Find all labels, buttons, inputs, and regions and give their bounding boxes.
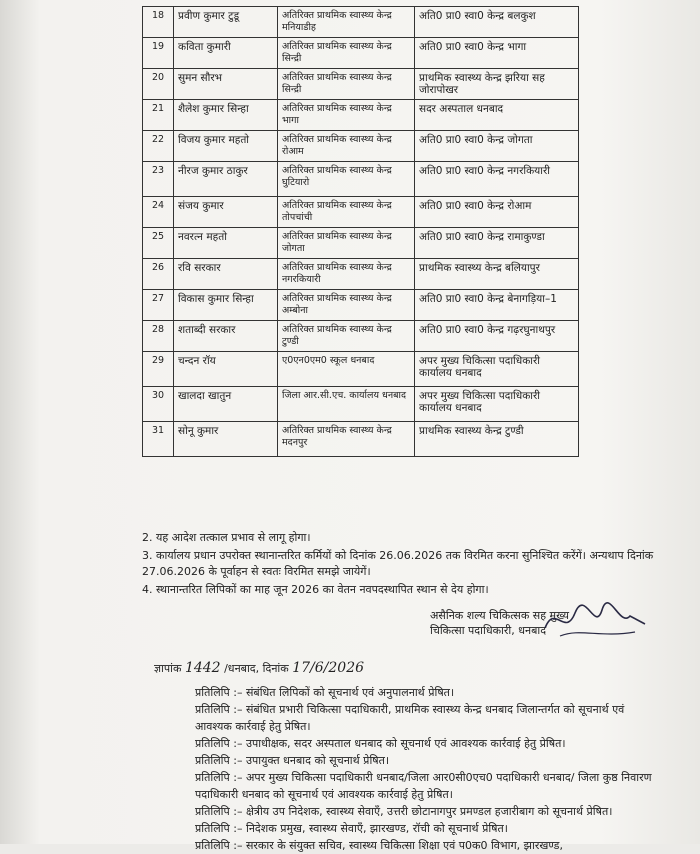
memo-date: 17/6/2026: [292, 660, 365, 676]
employee-name: कविता कुमारी: [174, 38, 278, 69]
from-posting: अतिरिक्त प्राथमिक स्वास्थ्य केन्द्र मनियाडीह: [278, 7, 415, 38]
to-posting: अति0 प्रा0 स्वा0 केन्द्र रामाकुण्डा: [415, 228, 579, 259]
table-row: [143, 321, 579, 352]
to-posting: प्राथमिक स्वास्थ्य केन्द्र झरिया सह जोरापोखर: [415, 69, 579, 100]
to-posting: अति0 प्रा0 स्वा0 केन्द्र बेनागड़िया–1: [415, 290, 579, 321]
table-row: [143, 290, 579, 321]
serial-number: 21: [143, 100, 174, 131]
table-row: [143, 162, 579, 197]
transfer-table: [142, 6, 579, 457]
table-row: [143, 228, 579, 259]
from-posting: अतिरिक्त प्राथमिक स्वास्थ्य केन्द्र सिन्द्री: [278, 69, 415, 100]
employee-name: प्रवीण कुमार टुडू: [174, 7, 278, 38]
copy-item: प्रतिलिपि :– सरकार के संयुक्त सचिव, स्वास्थ्य चिकित्सा शिक्षा एवं प0क0 विभाग, झारखण्ड,: [195, 839, 563, 852]
copy-item: प्रतिलिपि :– उपायुक्त धनबाद को सूचनार्थ प्रेषित।: [195, 754, 390, 767]
from-posting: अतिरिक्त प्राथमिक स्वास्थ्य केन्द्र जोगता: [278, 228, 415, 259]
employee-name: शताब्दी सरकार: [174, 321, 278, 352]
employee-name: रवि सरकार: [174, 259, 278, 290]
copy-list: [150, 684, 660, 854]
note-relieve: 3. कार्यालय प्रधान उपरोक्त स्थानान्तरित कर्मियों को दिनांक 26.06.2026 तक विरमित करना सुनिश्चित करेंगें। अन्यथाप दिनांक 27.06.2026 के पूर्वाहन से स्वतः विरमित समझे जायेगें।: [142, 549, 654, 578]
to-posting: अति0 प्रा0 स्वा0 केन्द्र भागा: [415, 38, 579, 69]
to-posting: अति0 प्रा0 स्वा0 केन्द्र नगरकियारी: [415, 162, 579, 197]
from-posting: जिला आर.सी.एच. कार्यालय धनबाद: [278, 387, 415, 422]
copy-item: प्रतिलिपि :– क्षेत्रीय उप निदेशक, स्वास्थ्य सेवाएँ, उत्तरी छोटानागपुर प्रमण्डल हजारीबाग को सूचनार्थ प्रेषित।: [195, 805, 613, 818]
to-posting: अपर मुख्य चिकित्सा पदाधिकारी कार्यालय धनबाद: [415, 387, 579, 422]
serial-number: 23: [143, 162, 174, 197]
to-posting: अति0 प्रा0 स्वा0 केन्द्र गढ़रघुनाथपुर: [415, 321, 579, 352]
note-effective: 2. यह आदेश तत्काल प्रभाव से लागू होगा।: [142, 531, 311, 544]
to-posting: सदर अस्पताल धनबाद: [415, 100, 579, 131]
order-notes: [142, 530, 662, 600]
to-posting: अपर मुख्य चिकित्सा पदाधिकारी कार्यालय धनबाद: [415, 352, 579, 387]
from-posting: अतिरिक्त प्राथमिक स्वास्थ्य केन्द्र नगरकियारी: [278, 259, 415, 290]
serial-number: 27: [143, 290, 174, 321]
table-row: [143, 387, 579, 422]
serial-number: 22: [143, 131, 174, 162]
from-posting: ए0एन0एम0 स्कूल धनबाद: [278, 352, 415, 387]
serial-number: 31: [143, 422, 174, 457]
employee-name: संजय कुमार: [174, 197, 278, 228]
from-posting: अतिरिक्त प्राथमिक स्वास्थ्य केन्द्र भागा: [278, 100, 415, 131]
table-row: [143, 259, 579, 290]
table-row: [143, 69, 579, 100]
employee-name: नीरज कुमार ठाकुर: [174, 162, 278, 197]
copy-item: प्रतिलिपि :– संबंधित प्रभारी चिकित्सा पदाधिकारी, प्राथमिक स्वास्थ्य केन्द्र धनबाद जिलान्तर्गत को सूचनार्थ एवं आवश्यक कार्रवाई हेतु प्रेषित।: [195, 703, 625, 733]
memo-place-date-label: /धनबाद, दिनांक: [224, 662, 289, 675]
from-posting: अतिरिक्त प्राथमिक स्वास्थ्य केन्द्र टुण्डी: [278, 321, 415, 352]
employee-name: सोनू कुमार: [174, 422, 278, 457]
employee-name: शैलेश कुमार सिन्हा: [174, 100, 278, 131]
memo-line: [154, 660, 364, 676]
employee-name: चन्दन रॉय: [174, 352, 278, 387]
employee-name: खालदा खातुन: [174, 387, 278, 422]
to-posting: अति0 प्रा0 स्वा0 केन्द्र बलकुश: [415, 7, 579, 38]
signature-block: [430, 608, 569, 638]
signatory-office: चिकित्सा पदाधिकारी, धनबाद: [430, 624, 547, 637]
table-row: [143, 7, 579, 38]
serial-number: 18: [143, 7, 174, 38]
employee-name: विकास कुमार सिन्हा: [174, 290, 278, 321]
employee-name: सुमन सौरभ: [174, 69, 278, 100]
table-row: [143, 352, 579, 387]
copy-item: प्रतिलिपि :– संबंधित लिपिकों को सूचनार्थ एवं अनुपालनार्थ प्रेषित।: [195, 686, 455, 699]
serial-number: 29: [143, 352, 174, 387]
employee-name: नवरत्न महतो: [174, 228, 278, 259]
table-row: [143, 100, 579, 131]
to-posting: अति0 प्रा0 स्वा0 केन्द्र रोआम: [415, 197, 579, 228]
serial-number: 25: [143, 228, 174, 259]
table-row: [143, 197, 579, 228]
serial-number: 24: [143, 197, 174, 228]
from-posting: अतिरिक्त प्राथमिक स्वास्थ्य केन्द्र अम्बोना: [278, 290, 415, 321]
copy-item: प्रतिलिपि :– उपाधीक्षक, सदर अस्पताल धनबाद को सूचनार्थ एवं आवश्यक कार्रवाई हेतु प्रेषित।: [195, 737, 566, 750]
note-salary: 4. स्थानान्तरित लिपिकों का माह जून 2026 का वेतन नवपदस्थापित स्थान से देय होगा।: [142, 583, 489, 596]
table-row: [143, 422, 579, 457]
from-posting: अतिरिक्त प्राथमिक स्वास्थ्य केन्द्र तोपचांची: [278, 197, 415, 228]
table-row: [143, 38, 579, 69]
copy-item: प्रतिलिपि :– निदेशक प्रमुख, स्वास्थ्य सेवाएँ, झारखण्ड, रॉची को सूचनार्थ प्रेषित।: [195, 822, 508, 835]
serial-number: 19: [143, 38, 174, 69]
serial-number: 26: [143, 259, 174, 290]
from-posting: अतिरिक्त प्राथमिक स्वास्थ्य केन्द्र घुटियारो: [278, 162, 415, 197]
memo-number: 1442: [184, 660, 221, 676]
from-posting: अतिरिक्त प्राथमिक स्वास्थ्य केन्द्र रोआम: [278, 131, 415, 162]
signatory-designation: असैनिक शल्य चिकित्सक सह मुख्य: [430, 609, 569, 622]
serial-number: 30: [143, 387, 174, 422]
employee-name: विजय कुमार महतो: [174, 131, 278, 162]
signature-scribble-icon: [540, 598, 650, 642]
from-posting: अतिरिक्त प्राथमिक स्वास्थ्य केन्द्र सिन्द्री: [278, 38, 415, 69]
to-posting: अति0 प्रा0 स्वा0 केन्द्र जोगता: [415, 131, 579, 162]
copy-item: प्रतिलिपि :– अपर मुख्य चिकित्सा पदाधिकारी धनबाद/जिला आर0सी0एच0 पदाधिकारी धनबाद/ जिला कुष्ठ निवारण पदाधिकारी धनबाद को सूचनार्थ एवं आवश्यक कार्रवाई हेतु प्रेषित।: [195, 771, 652, 801]
table-row: [143, 131, 579, 162]
memo-label: ज्ञापांक: [154, 662, 182, 675]
to-posting: प्राथमिक स्वास्थ्य केन्द्र टुण्डी: [415, 422, 579, 457]
to-posting: प्राथमिक स्वास्थ्य केन्द्र बलियापुर: [415, 259, 579, 290]
from-posting: अतिरिक्त प्राथमिक स्वास्थ्य केन्द्र मदनपुर: [278, 422, 415, 457]
serial-number: 28: [143, 321, 174, 352]
serial-number: 20: [143, 69, 174, 100]
